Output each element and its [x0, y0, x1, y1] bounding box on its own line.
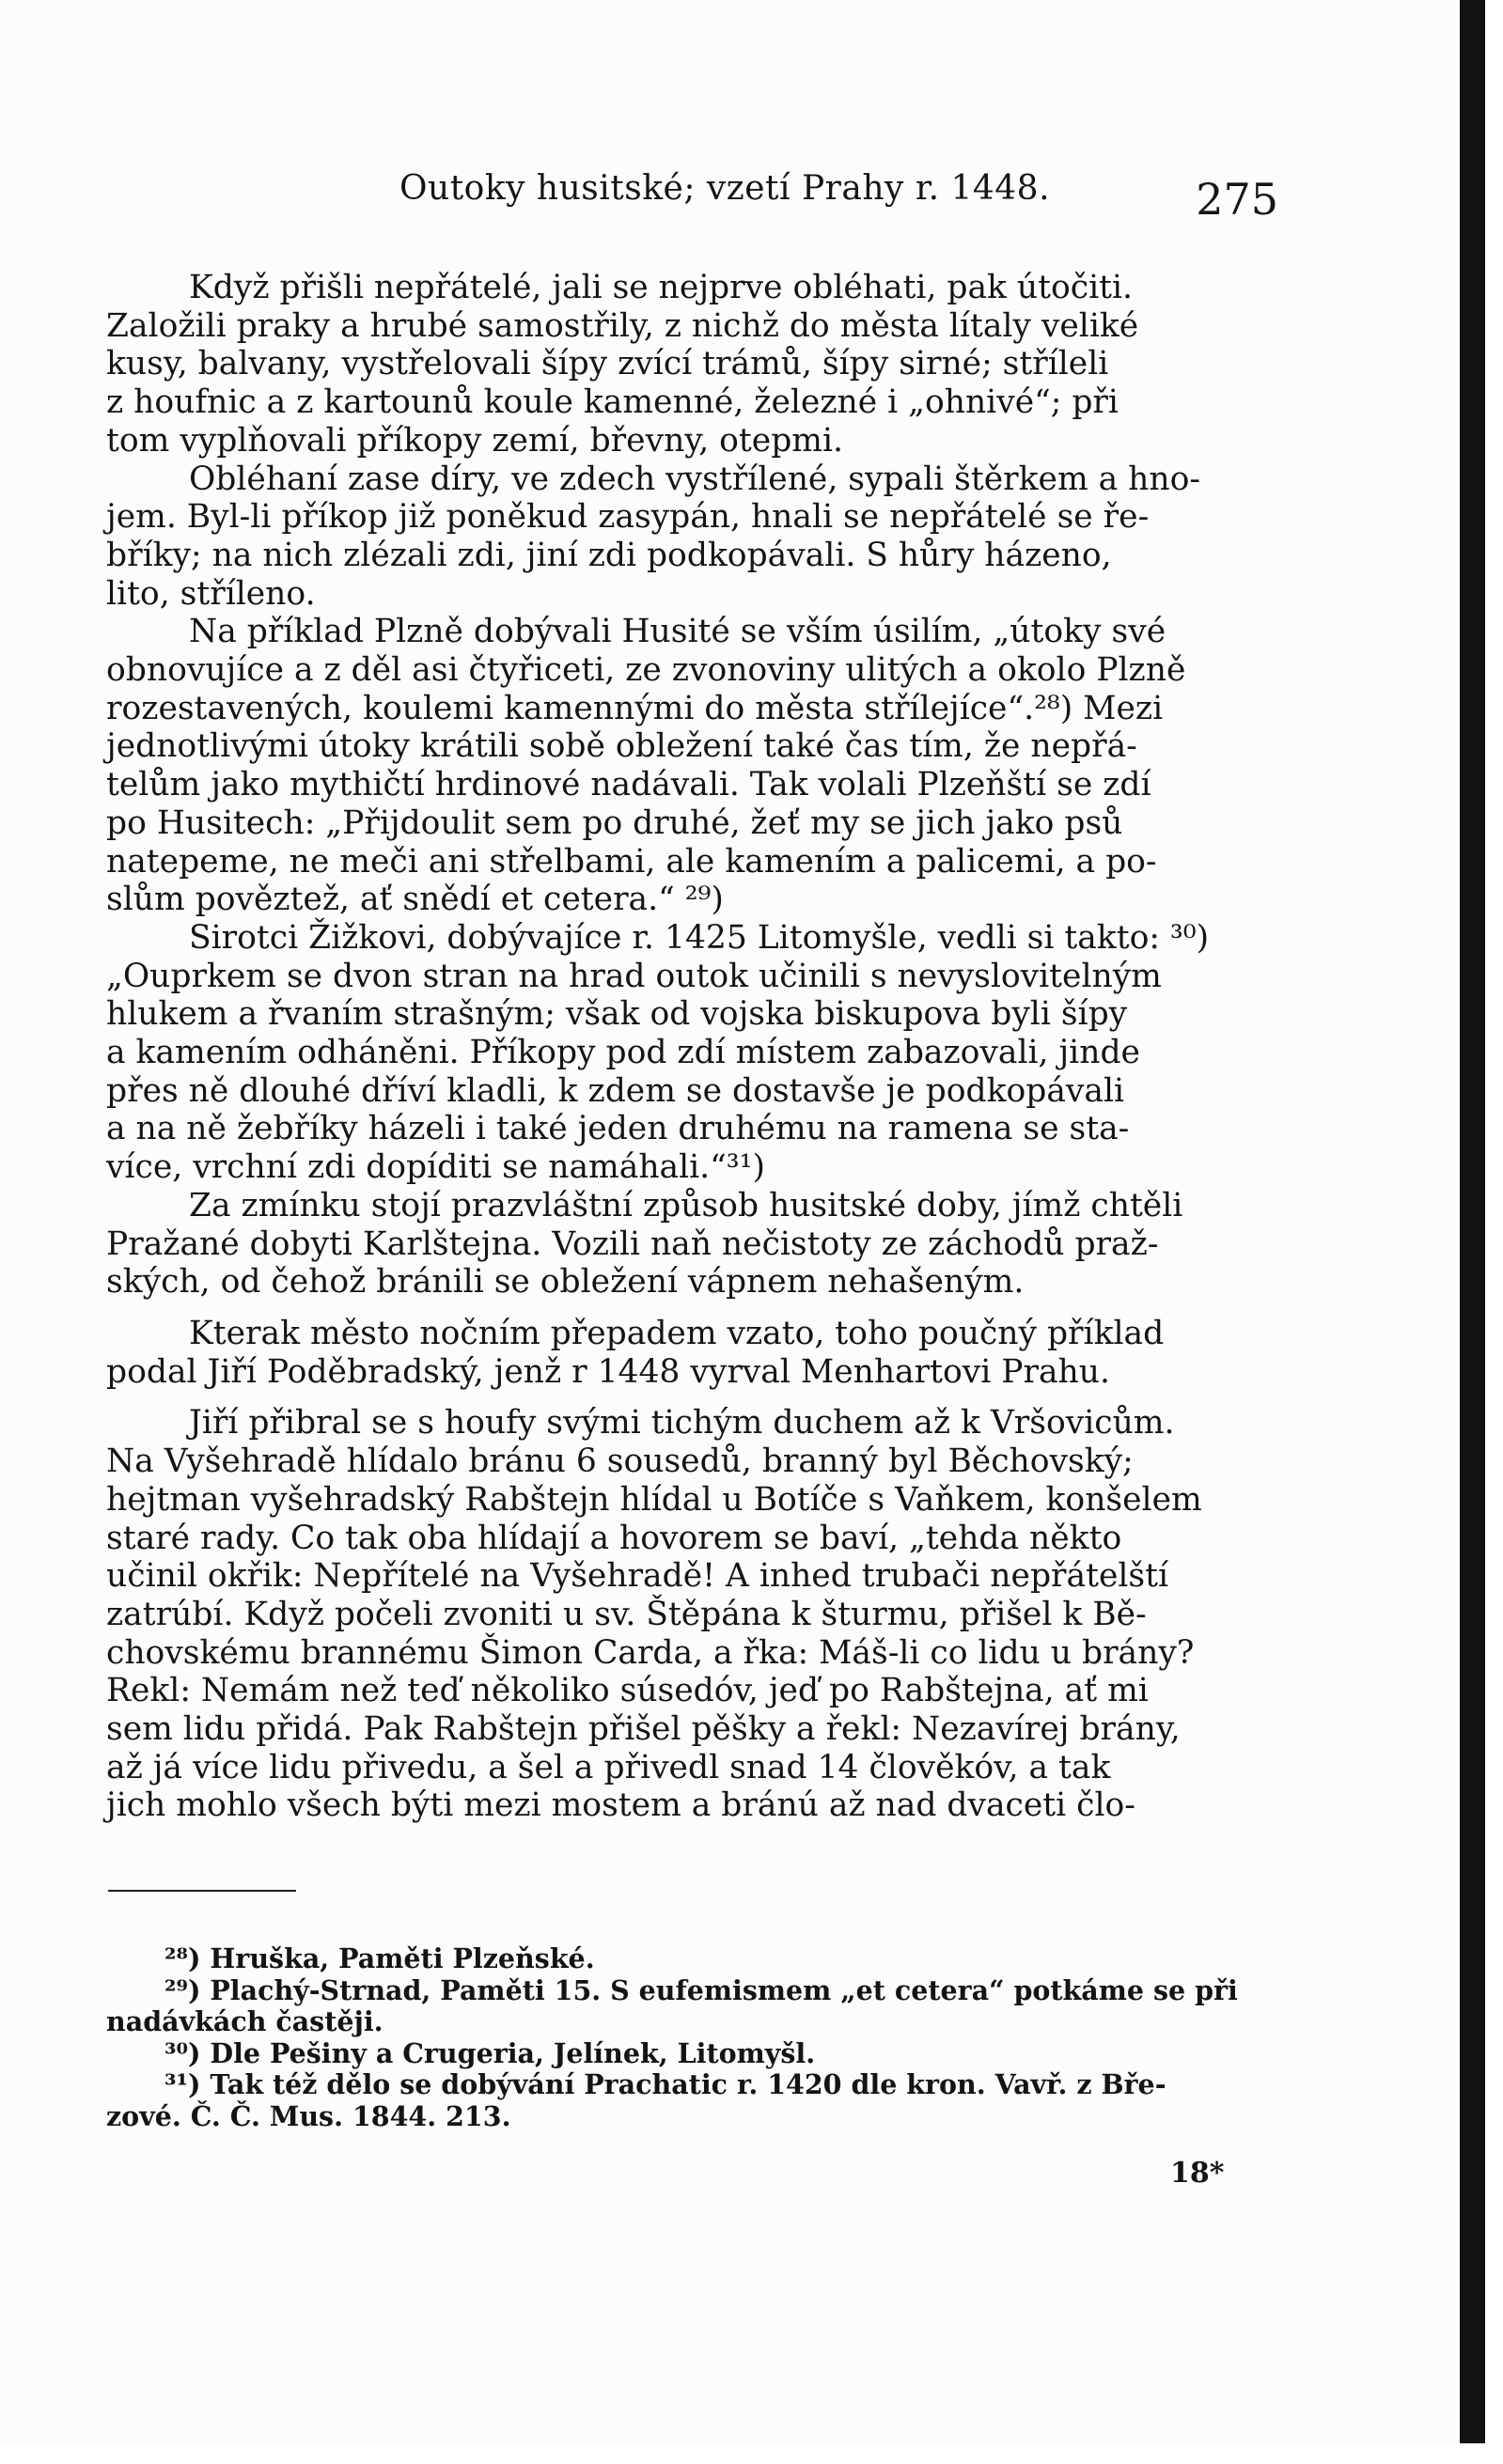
text-line: slům pověztež, ať snědí et cetera.“ ²⁹): [106, 881, 724, 919]
footnotes: [106, 1943, 1283, 2132]
footnote-line: zové. Č. Č. Mus. 1844. 213.: [106, 2099, 511, 2132]
text-line: Za zmínku stojí prazvláštní způsob husitské doby, jímž chtěli: [189, 1186, 1183, 1224]
footnote-line: ²⁸) Hruška, Paměti Plzeňské.: [164, 1942, 595, 1974]
text-line: Pražané dobyti Karlštejna. Vozili naň nečistoty ze záchodů praž-: [106, 1224, 1159, 1263]
text-line: zatrúbí. Když počeli zvoniti u sv. Štěpána k šturmu, přišel k Bě-: [106, 1595, 1147, 1633]
text-line: z houfnic a z kartounů koule kamenné, železné i „ohnivé“; při: [106, 383, 1119, 422]
footnote-rule: [108, 1890, 296, 1892]
text-line: Rekl: Nemám než teď několiko súsedóv, jeď po Rabštejna, ať mi: [106, 1672, 1149, 1710]
text-line: „Ouprkem se dvon stran na hrad outok učinili s nevyslovitelným: [106, 957, 1162, 995]
text-line: a na ně žebříky házeli i také jeden druhému na ramena se sta-: [106, 1110, 1130, 1148]
text-line: hejtman vyšehradský Rabštejn hlídal u Botíče s Vaňkem, konšelem: [106, 1480, 1202, 1519]
text-line: chovskému brannému Šimon Carda, a řka: Máš-li co lidu u brány?: [106, 1633, 1195, 1672]
text-line: podal Jiří Poděbradský, jenž r 1448 vyrval Menhartovi Prahu.: [106, 1352, 1110, 1391]
text-line: Obléhaní zase díry, ve zdech vystřílené, sypali štěrkem a hno-: [189, 460, 1201, 498]
text-line: jem. Byl-li příkop již poněkud zasypán, hnali se nepřátelé se ře-: [106, 498, 1150, 537]
text-line: obnovujíce a z děl asi čtyřiceti, ze zvonoviny ulitých a okolo Plzně: [106, 651, 1186, 690]
text-line: tom vyplňovali příkopy zemí, břevny, otepmi.: [106, 421, 843, 460]
scan-edge: [1460, 0, 1485, 2443]
text-line: Jiří přibral se s houfy svými tichým duchem až k Vršovicům.: [189, 1404, 1175, 1443]
text-line: kusy, balvany, vystřelovali šípy zvící trámů, šípy sirné; stříleli: [106, 345, 1109, 383]
text-line: po Husitech: „Přijdoulit sem po druhé, žeť my se jich jako psů: [106, 803, 1123, 842]
page-header: [103, 169, 1278, 226]
text-line: více, vrchní zdi dopíditi se namáhali.“³¹): [106, 1148, 765, 1187]
text-line: Když přišli nepřátelé, jali se nejprve obléhati, pak útočiti.: [189, 269, 1133, 306]
footnote-line: ³¹) Tak též dělo se dobývání Prachatic r. 1420 dle kron. Vavř. z Bře-: [164, 2068, 1166, 2100]
text-line: a kamením odháněni. Příkopy pod zdí místem zabazovali, jinde: [106, 1034, 1140, 1072]
text-line: staré rady. Co tak oba hlídají a hovorem se baví, „tehda někto: [106, 1519, 1122, 1557]
text-line: jednotlivými útoky krátili sobě obležení také čas tím, že nepřá-: [106, 727, 1137, 766]
text-line: bříky; na nich zlézali zdi, jiní zdi podkopávali. S hůry házeno,: [106, 536, 1112, 574]
text-line: Sirotci Žižkovi, dobývajíce r. 1425 Litomyšle, vedli si takto: ³⁰): [189, 918, 1210, 957]
text-line: jich mohlo všech býti mezi mostem a bránú až nad dvaceti člo-: [106, 1786, 1135, 1825]
signature-mark: 18*: [1170, 2157, 1225, 2190]
footnote-line: ²⁹) Plachý-Strnad, Paměti 15. S eufemismem „et cetera“ potkáme se při: [164, 1973, 1238, 2006]
text-line: hlukem a řvaním strašným; však od vojska biskupova byli šípy: [106, 995, 1128, 1034]
text-line: lito, stříleno.: [106, 574, 316, 613]
text-line: učinil okřik: Nepřítelé na Vyšehradě! A inhed trubači nepřátelští: [106, 1557, 1169, 1596]
text-line: Založili praky a hrubé samostřily, z nichž do města lítaly veliké: [106, 306, 1139, 345]
text-line: Na Vyšehradě hlídalo bránu 6 sousedů, branný byl Běchovský;: [106, 1443, 1134, 1481]
text-line: telům jako mythičtí hrdinové nadávali. Tak volali Plzeňští se zdí: [106, 766, 1151, 804]
text-line: ských, od čehož bránili se obležení vápnem nehašeným.: [106, 1263, 1025, 1302]
text-line: Na příklad Plzně dobývali Husité se vším úsilím, „útoky své: [189, 613, 1166, 651]
text-line: až já více lidu přivedu, a šel a přivedl snad 14 člověkóv, a tak: [106, 1748, 1111, 1786]
footnote-line: nadávkách častěji.: [106, 2005, 384, 2037]
text-line: přes ně dlouhé dříví kladli, k zdem se dostavše je podkopávali: [106, 1071, 1125, 1110]
running-head: Outoky husitské; vzetí Prahy r. 1448.: [399, 169, 1051, 208]
text-line: Kterak město nočním přepadem vzato, toho poučný příklad: [189, 1314, 1165, 1352]
page-number: 275: [1196, 174, 1278, 225]
text-line: natepeme, ne meči ani střelbami, ale kamením a palicemi, a po-: [106, 842, 1157, 881]
text-line: rozestavených, koulemi kamennými do města střílejíce“.²⁸) Mezi: [106, 689, 1164, 727]
text-line: sem lidu přidá. Pak Rabštejn přišel pěšky a řekl: Nezavírej brány,: [106, 1710, 1181, 1749]
footnote-line: ³⁰) Dle Pešiny a Crugeria, Jelínek, Litomyšl.: [164, 2036, 816, 2069]
body-text: [106, 269, 1283, 1825]
